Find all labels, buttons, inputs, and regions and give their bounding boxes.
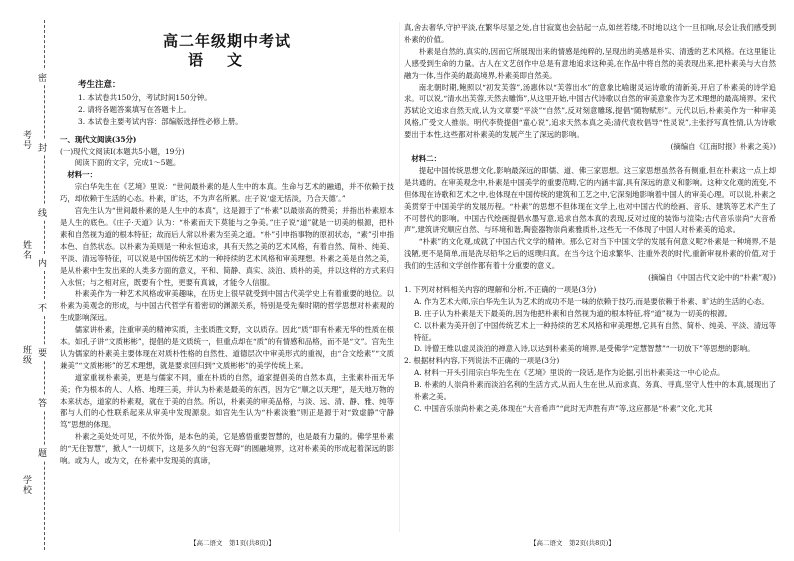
subsection-heading: (一)现代文阅读Ⅰ(本题共5小题，19分)	[60, 146, 185, 156]
paragraph: 宗白华先生在《艺境》里说：“世间最朴素的是人生中的本真。生命与艺术的融通，并不依赖于技巧，却依赖于生活的心态。朴素，旷达，不为声名所累。庄子说‘虚无恬淡，乃合天德’。”	[60, 182, 394, 204]
paragraph: 朴素美作为一种艺术风格或审美趣味，在历史上很早就受到中国古代美学史上有着重要的地位。以朴素为美观念的形成，与中国古代哲学有着密切的渊源关系，特别是受先秦时期的哲学思想对朴素观的生成影响深远。	[60, 289, 394, 323]
paragraph: 朴素之美处处可见，不依外饰，是本色的美，它是感悟重要智慧的，也是最有力量的。佛学里朴素的“无住智慧”，掀人“一切烦下，这是多久的“包容无碍”的圆融境界，这对朴素美的形成起着深远的影响。或为人，或为文，在朴素中发现美的真谛，	[60, 432, 394, 466]
question-stem: 2. 根据材料内容,下列说法不正确的一项是(3分)	[404, 356, 560, 366]
seal-char: 封	[38, 140, 47, 155]
seal-char: 密	[38, 70, 47, 85]
notice-item: 2. 请将各题答案填写在答题卡上。	[78, 104, 191, 114]
notice-item: 3. 本试卷主要考试内容：部编版选择性必修上册。	[78, 116, 243, 126]
paragraph: “朴素”的文化观,成就了中国古代文学的精神。那么它对当下中国文学的发展有何意义呢?朴素是一种境界,不是浅陋,更不是简单,而是洗尽铅华之后的返璞归真。在当今这个追求繁华、注重外表的时代,重新审视朴素的价值,对于我们的生活和文学创作都有着十分重要的意义。	[404, 237, 776, 271]
page-footer: 【高二语文 第1页(共8页)】	[190, 539, 275, 547]
paragraph: 道家重视朴素美，更是与儒家不同，重在朴质的自然，道家提倡美的自然本真，主张素朴而无华美；作为根本的人、人格、地理三美，并认为朴素是最美的东西，因为它“顺之以天理”，是天地万物的本来状态，道家的朴素观，就在于美的自然。所以，朴素美的审美品格，与淡、远、清、静、雅、纯等都与人们的心性联系起来从审美中发现源泉。如宫先生认为“朴素淡雅”则正是源于对“致虚静”守静笃”思想的体现。	[60, 372, 394, 430]
notice-heading: 考生注意：	[78, 80, 121, 90]
subject-title: 语文	[187, 51, 266, 69]
class-label: 班级	[21, 345, 31, 365]
seal-char: 题	[38, 445, 47, 460]
seal-char: 线	[38, 205, 47, 220]
exam-title: 高二年级期中考试	[162, 32, 291, 50]
answer-option: C. 中国音乐崇尚朴素之美,体现在“大音希声”“此时无声胜有声”等,这应都是“朴素”文化,尤其	[414, 404, 713, 413]
seal-char: 不	[38, 300, 47, 315]
answer-option: B. 庄子认为朴素是天下最美的,因为他把朴素和自然视为道的根本特征,将“道”视为一切美的根源。	[414, 308, 733, 318]
column-divider	[399, 22, 400, 532]
paragraph: 提起中国传统思想文化,影响最深远的即儒、道、佛三家思想。这三家思想虽然各有侧重,但在朴素这一点上却是共通的。在审美观念中,朴素是中国美学的重要范畴,它的内涵丰富,具有深远的意义和影响。这种文化观的流变,不但体现在诗歌和艺术之中,也体现在中国传统的建筑和工艺之中,它深刻地影响着中国人的审美心理。可以说,朴素之美贯穿于中国美学的发展历程。“朴素”的思想不但体现在文学上,也对中国古代的绘画、音乐、建筑等艺术产生了不可替代的影响。中国古代绘画提倡水墨写意,追求自然本真的表现,反对过度的装饰与渲染;古代音乐崇尚“大音希声”,建筑讲究顺应自然、与环境和谐,陶瓷器物崇尚素雅质朴,这些无一不体现了中国人对朴素美的追求。	[404, 165, 776, 235]
instruction: 阅读下面的文字，完成1～5题。	[74, 158, 181, 168]
binding-strip	[0, 0, 58, 561]
right-column	[404, 22, 776, 527]
paragraph: 宫先生认为“世间最朴素的是人生中的本真”，这是源于了“朴素”以最崇高的赞美；并指出朴素原本是人生的底色。《庄子·天道》认为：“朴素而天下莫能与之争美。”庄子说“道”就是一切美的根源，把朴素和自然视为道的根本特征；故而后人常以朴素为至美之道。“朴”引申指事物的原初状态，“素”引申指本色、自然状态。以朴素为美则是一种永恒追求，具有天然之美的艺术风格，有着自然、简朴、纯美、平淡、清远等特征，可以说是中国传统艺术的一种持续的艺术风格和审美理想。朴素之美是自然之美，是从朴素中生发出来的人类多方面的意义，平和、简静、真实、淡泊、质朴的美，并以这样的方式来归入永恒；与之相对应，既要有个性，更要有真诚，才能令人信服。	[60, 206, 394, 287]
exam-no-label: 考号	[21, 130, 31, 150]
name-label: 姓名	[21, 240, 31, 260]
notice-item: 1. 本试卷共150分，考试时间150分钟。	[78, 92, 212, 102]
answer-option: D. 诗僧王维以虚灵淡泊的禅意入诗,以达到朴素美的境界,是受佛学“定慧智慧”“一切放下”等思想的影响。	[414, 344, 755, 354]
material-heading: 材料一：	[67, 170, 97, 180]
page-footer: 【高二语文 第2页(共8页)】	[530, 539, 615, 547]
paragraph: 南北朝时期,鲍照以“初发芙蓉”,汤惠休以“芙蓉出水”的意象比喻谢灵运诗歌的清新美,开启了朴素美的诗学追求。可以说,“清水出芙蓉,天然去雕饰”,从这里开始,中国古代诗歌以自然的审美意象作为艺术理想的最高境界。宋代苏轼论文追求自然天成,认为文章要“平淡”“自然”,反对刻意雕琢,提倡“随物赋形”。元代以后,朴素美作为一种审美风格,广受文人推崇。明代李贽提倡“童心说”,追求天然本真之美;清代袁枚倡导“性灵说”,主张抒写真性情,认为诗歌要出于本性,这些都对朴素美的发展产生了深远的影响。	[404, 82, 776, 140]
paragraph: 真,舍去奢华,守护平淡,在繁华尽显之处,自甘寂寞也会拈起一点,如丝若缕,不时地以这个一旦扣响,尽会让我们感受到朴素的价值。	[404, 23, 776, 44]
source-note: (摘编自《中国古代文论中的“朴素”观》)	[648, 273, 776, 283]
paragraph: 儒家讲朴素，注重审美的精神实质，主张质胜文野，文以质存。因此“质”即有朴素无华的性质在根本。如孔子讲“文质彬彬”，提倡的是文质统一，但重点却在“质”的有情感和品格，而不是“文”。宫先生认为儒家的朴素美主要体现在对质朴性格的自然性、道德层次中审美形式的重视，由“合文绘素”“文质兼美”“文质彬彬”的艺术理想，就是要求回归到“文质彬彬”的美学传统上来。	[60, 325, 394, 370]
seal-line	[44, 20, 45, 550]
question-stem: 1. 下列对材料相关内容的理解和分析,不正确的一项是(3分)	[404, 284, 597, 294]
source-note: (摘编自《江南时报》朴素之美》)	[670, 142, 776, 152]
answer-option: B. 朴素的人崇尚朴素而淡泊名利的生活方式,从而人生在世,从而求真、务真、寻真,坚守人性中的本真,展现出了朴素之美。	[414, 380, 776, 402]
left-column	[60, 22, 394, 527]
answer-option: A. 作为艺术大师,宗白华先生认为艺术的成功不是一味的依赖于技巧,而是要依赖于朴素、旷达的生活的心态。	[414, 296, 769, 306]
section-heading: 一、现代文阅读(35分)	[60, 134, 137, 144]
seal-char: 要	[38, 345, 47, 360]
answer-option: A. 材料一开头引用宗白华先生在《艺境》里说的一段话,是作为论据,引出朴素美这一中心论点。	[414, 368, 725, 378]
seal-char: 答	[38, 395, 47, 410]
answer-option: C. 以朴素为美开创了中国传统艺术上一种持续的艺术风格和审美理想,它具有自然、简朴、纯美、平淡、清远等特征。	[414, 320, 776, 342]
school-label: 学校	[21, 475, 31, 495]
material-heading: 材料二：	[411, 153, 441, 163]
paragraph: 朴素是自然的,真实的,因而它所展现出来的情感是纯粹的,呈现出的美感是朴实、清透的艺术风格。在这里能让人感受到生命的力量。古人在文艺创作中总是有意地追求这种美,在作品中将自然的美表现出来,把朴素美与大自然融为一体,当作美的最高境界,朴素美即自然美。	[404, 46, 776, 80]
seal-char: 内	[38, 255, 47, 270]
